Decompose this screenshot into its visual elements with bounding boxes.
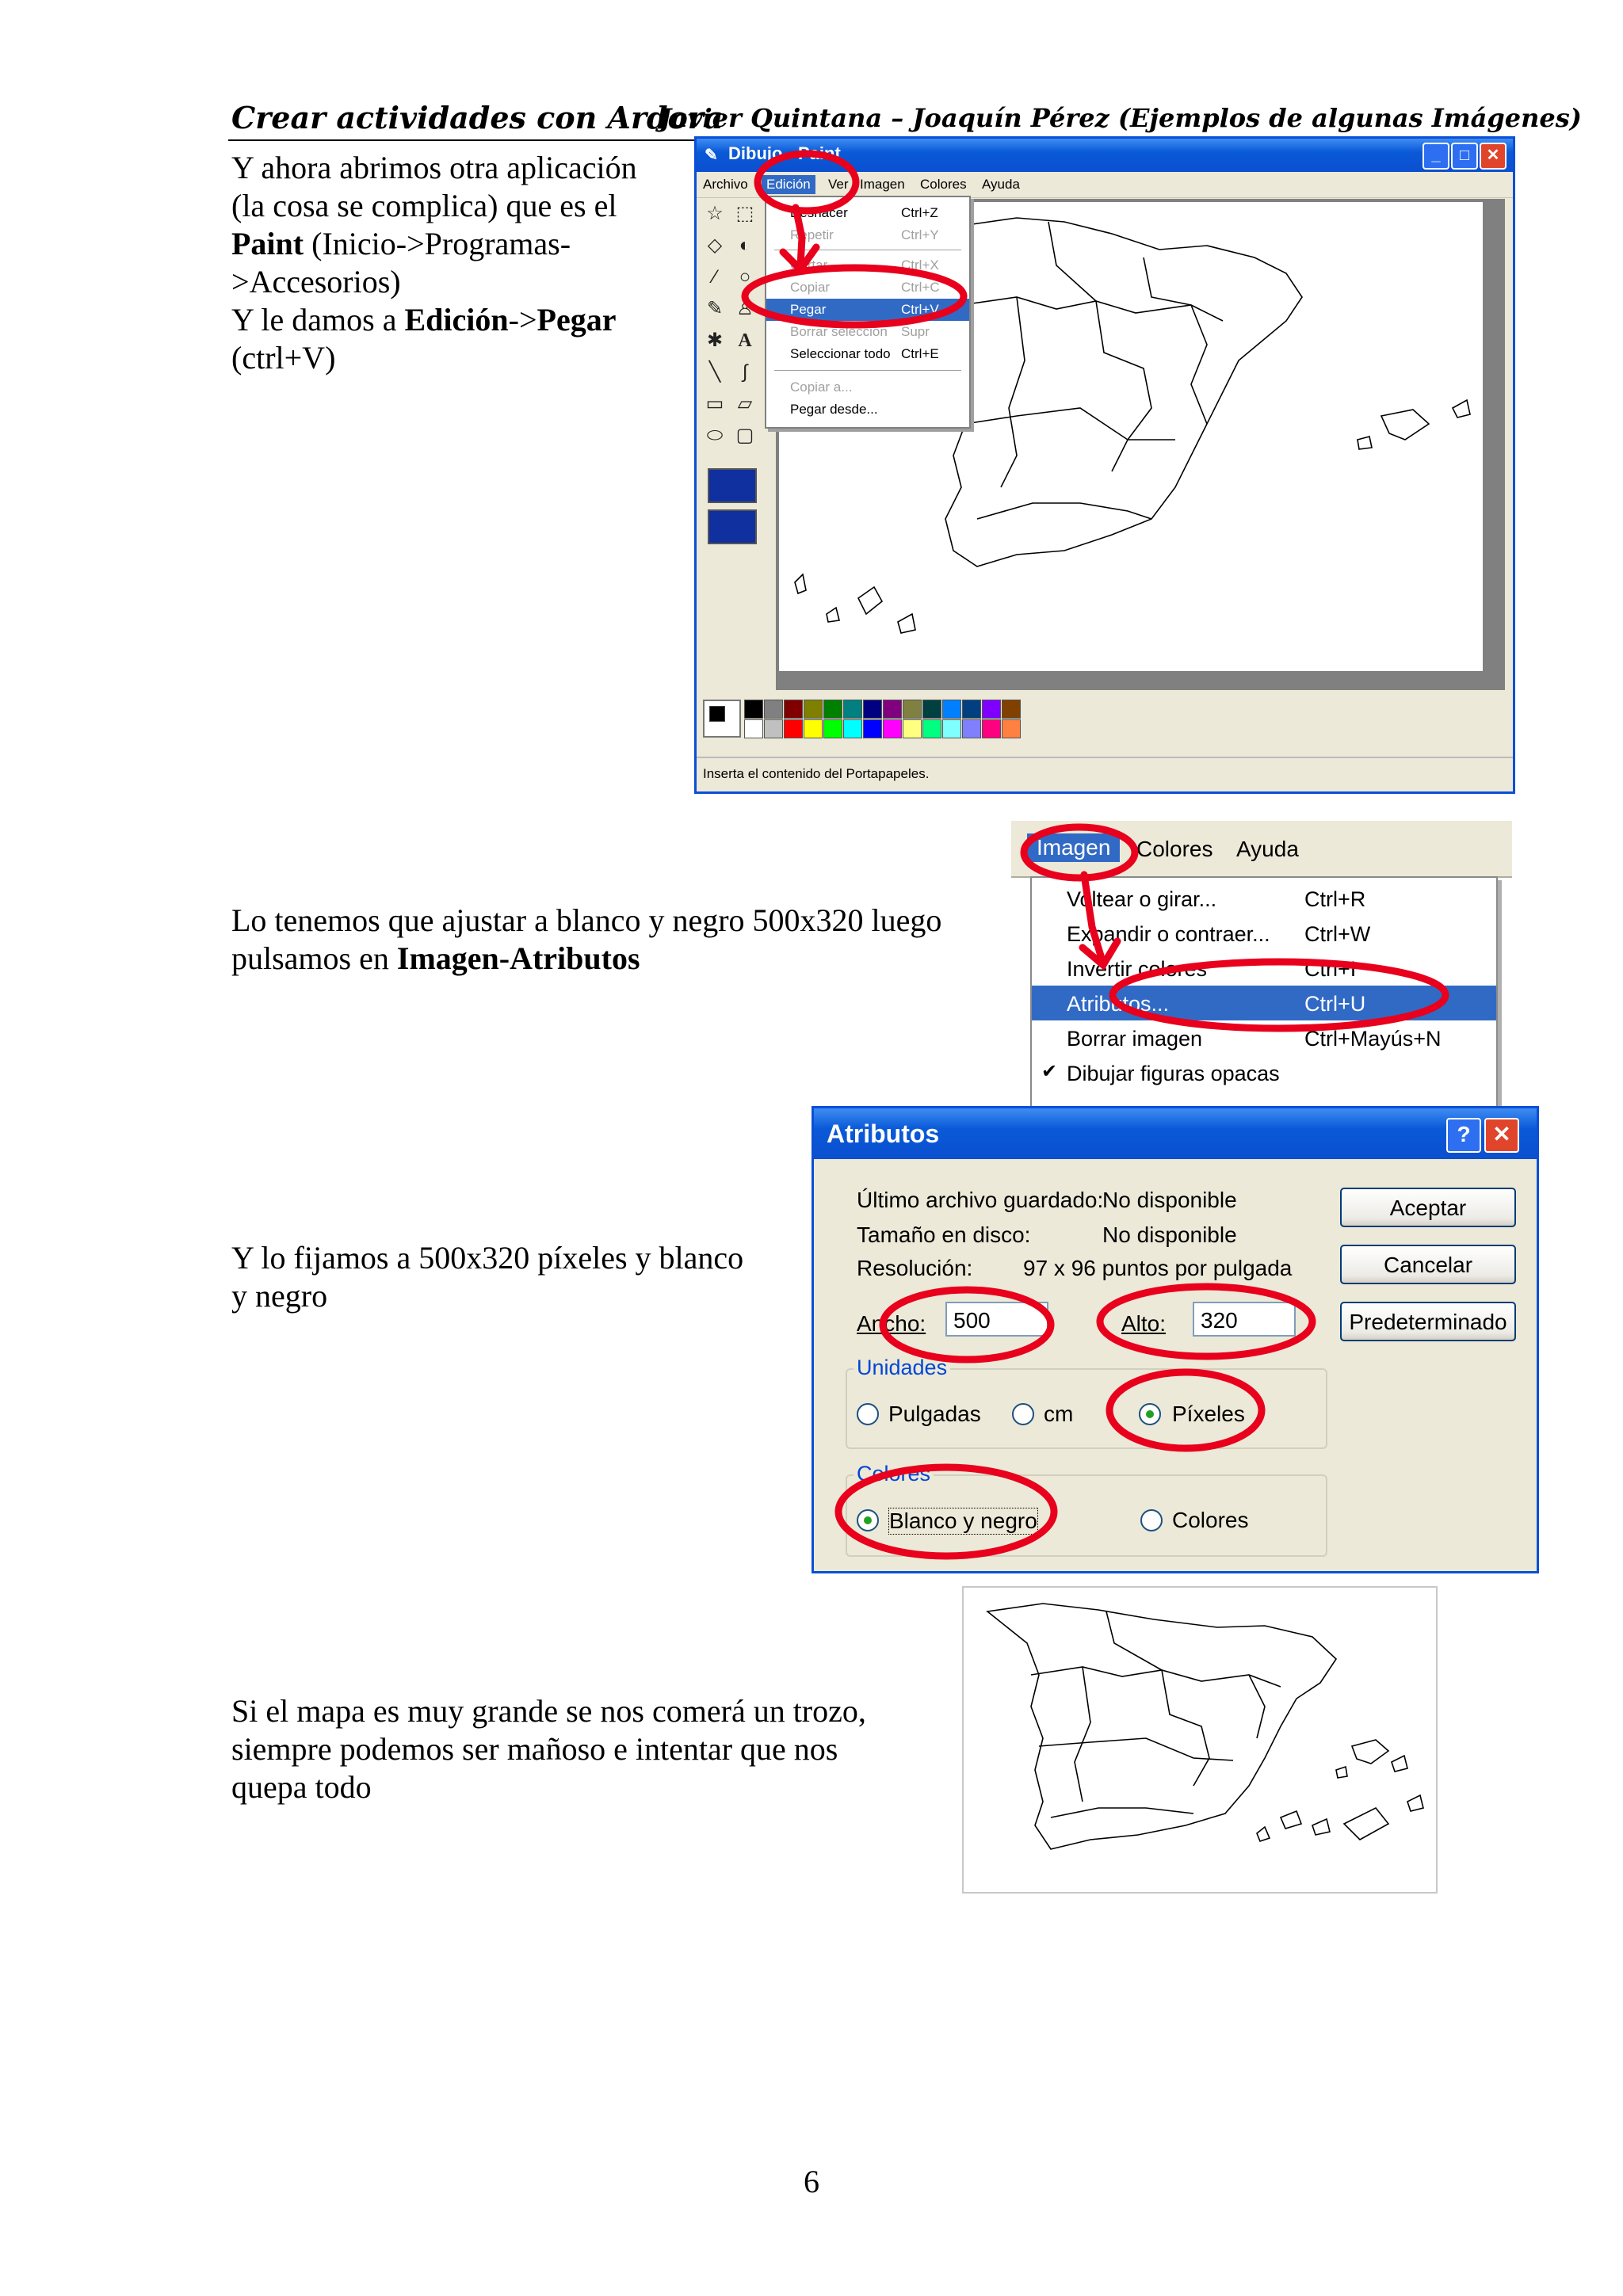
magnifier-icon[interactable]: ○ bbox=[739, 266, 751, 288]
palette-swatch[interactable] bbox=[962, 700, 981, 719]
page-number: 6 bbox=[804, 2164, 819, 2199]
paint-menubar bbox=[697, 172, 1513, 198]
radio-pixeles[interactable] bbox=[1139, 1403, 1161, 1425]
width-input[interactable]: 500 bbox=[945, 1302, 1048, 1337]
menu-archivo[interactable]: Archivo bbox=[703, 177, 748, 192]
menu-colores[interactable]: Colores bbox=[920, 177, 967, 192]
help-icon[interactable]: ? bbox=[1446, 1118, 1481, 1153]
palette-swatch[interactable] bbox=[1002, 700, 1021, 719]
radio-blanco-negro-label: Blanco y negro bbox=[889, 1508, 1037, 1533]
last-saved-label: Último archivo guardado: bbox=[857, 1188, 1104, 1212]
paint-title: Dibujo - Paint bbox=[728, 143, 841, 163]
maximize-button[interactable]: □ bbox=[1451, 143, 1478, 170]
menu-item-borrar-imagen[interactable]: Borrar imagen Ctrl+Mayús+N bbox=[1067, 1027, 1442, 1051]
radio-pulgadas[interactable] bbox=[857, 1403, 879, 1425]
menu-separator bbox=[774, 370, 961, 371]
height-input[interactable]: 320 bbox=[1193, 1302, 1296, 1337]
curve-icon[interactable]: ∫ bbox=[742, 361, 748, 383]
palette-swatch[interactable] bbox=[922, 700, 941, 719]
fill-icon[interactable]: ◐ bbox=[739, 235, 751, 256]
palette-swatch[interactable] bbox=[744, 719, 763, 738]
rectangle-icon[interactable]: ▭ bbox=[705, 393, 724, 414]
palette-swatch[interactable] bbox=[764, 719, 783, 738]
menu-item-copiar-a: Copiar a... bbox=[790, 379, 853, 395]
palette-swatch[interactable] bbox=[863, 719, 882, 738]
menu-item-atributos[interactable]: Atributos... Ctrl+U bbox=[1032, 986, 1496, 1020]
checkmark-icon: ✔ bbox=[1041, 1061, 1058, 1082]
section4-text: Si el mapa es muy grande se nos comerá un trozo, siempre podemos ser mañoso e intentar que nos quepa todo bbox=[231, 1693, 866, 1805]
image-menubar bbox=[1011, 821, 1512, 878]
palette-swatch[interactable] bbox=[843, 700, 862, 719]
header-authors: Javier Quintana – Joaquín Pérez (Ejemplos de algunas Imágenes) bbox=[659, 103, 1582, 133]
close-icon[interactable]: ✕ bbox=[1484, 1118, 1519, 1153]
palette-swatch[interactable] bbox=[922, 719, 941, 738]
minimize-button[interactable]: _ bbox=[1423, 143, 1449, 170]
palette-swatch[interactable] bbox=[843, 719, 862, 738]
color-palette bbox=[703, 700, 1147, 747]
transparent-option-icon[interactable] bbox=[708, 509, 757, 544]
status-text: Inserta el contenido del Portapapeles. bbox=[703, 766, 930, 781]
width-label: Ancho: bbox=[857, 1311, 926, 1336]
aceptar-button[interactable]: Aceptar bbox=[1340, 1188, 1516, 1227]
atributos-title: Atributos bbox=[827, 1119, 940, 1148]
menu-item-pegar-desde[interactable]: Pegar desde... bbox=[790, 402, 878, 417]
spain-map-result bbox=[964, 1588, 1436, 1892]
last-saved-value: No disponible bbox=[1102, 1188, 1237, 1212]
menu-ayuda[interactable]: Ayuda bbox=[982, 177, 1020, 192]
image-menu-dropdown bbox=[1030, 876, 1498, 1125]
menu-item-seleccionar-todo[interactable]: Seleccionar todo Ctrl+E bbox=[790, 346, 939, 361]
menu-item-deshacer[interactable]: Deshacer Ctrl+Z bbox=[790, 205, 938, 220]
palette-swatch[interactable] bbox=[883, 700, 902, 719]
header-title: Crear actividades con Ardora bbox=[231, 100, 724, 135]
result-map-image bbox=[962, 1586, 1438, 1894]
height-label: Alto: bbox=[1121, 1311, 1167, 1336]
palette-swatch[interactable] bbox=[903, 700, 922, 719]
menu-imagen[interactable]: Imagen bbox=[1027, 833, 1120, 862]
paint-app-icon: ✎ bbox=[705, 147, 718, 164]
paint-toolbox bbox=[703, 202, 766, 646]
radio-pixeles-label: Píxeles bbox=[1172, 1402, 1245, 1426]
menu-item-invertir[interactable]: Invertir colores Ctrl+I bbox=[1067, 957, 1357, 981]
palette-swatch[interactable] bbox=[804, 700, 823, 719]
palette-swatch[interactable] bbox=[903, 719, 922, 738]
text-tool-icon[interactable]: A bbox=[738, 330, 752, 351]
menu-item-pegar[interactable]: Pegar Ctrl+V bbox=[766, 299, 969, 321]
opaque-option-icon[interactable] bbox=[708, 468, 757, 503]
menu-edicion[interactable]: Edición bbox=[762, 175, 815, 194]
image-menu-screenshot bbox=[1011, 821, 1512, 1090]
palette-swatch[interactable] bbox=[942, 700, 961, 719]
palette-swatch[interactable] bbox=[804, 719, 823, 738]
menu-item-borrar-seleccion: Borrar selección Supr bbox=[790, 324, 930, 339]
menu-item-cortar: Cortar Ctrl+X bbox=[790, 257, 939, 273]
palette-swatch[interactable] bbox=[823, 700, 842, 719]
section3-text: Y lo fijamos a 500x320 píxeles y blanco y negro bbox=[231, 1240, 744, 1314]
rounded-rect-icon[interactable]: ▢ bbox=[735, 425, 754, 446]
line-icon[interactable]: ╲ bbox=[708, 361, 721, 383]
palette-swatch[interactable] bbox=[823, 719, 842, 738]
radio-pulgadas-label: Pulgadas bbox=[888, 1402, 981, 1426]
resolution-value: 97 x 96 puntos por pulgada bbox=[1023, 1256, 1293, 1280]
free-select-icon[interactable]: ☆ bbox=[706, 203, 724, 224]
palette-swatch[interactable] bbox=[982, 719, 1001, 738]
menu-item-repetir: Repetir Ctrl+Y bbox=[790, 227, 939, 242]
section2-text: Lo tenemos que ajustar a blanco y negro 500x320 luego pulsamos en Imagen-Atributos bbox=[231, 902, 942, 976]
resolution-label: Resolución: bbox=[857, 1256, 973, 1280]
colors-group-title: Colores bbox=[854, 1462, 934, 1486]
palette-swatch[interactable] bbox=[784, 700, 803, 719]
menu-ver[interactable]: Ver bbox=[828, 177, 849, 192]
picker-icon[interactable]: ⁄ bbox=[712, 266, 716, 288]
rect-select-icon[interactable]: ⬚ bbox=[735, 203, 754, 224]
palette-swatch[interactable] bbox=[764, 700, 783, 719]
paint-titlebar bbox=[697, 139, 1513, 172]
atributos-dialog bbox=[812, 1106, 1539, 1573]
palette-swatch[interactable] bbox=[962, 719, 981, 738]
palette-swatch[interactable] bbox=[784, 719, 803, 738]
atributos-titlebar bbox=[814, 1108, 1537, 1159]
radio-colores[interactable] bbox=[1140, 1509, 1163, 1531]
palette-swatch[interactable] bbox=[863, 700, 882, 719]
cancelar-button[interactable]: Cancelar bbox=[1340, 1245, 1516, 1284]
brush-icon[interactable]: ♙ bbox=[736, 298, 754, 319]
palette-swatch[interactable] bbox=[982, 700, 1001, 719]
radio-blanco-negro[interactable] bbox=[857, 1509, 879, 1531]
menu-item-figuras-opacas[interactable]: ✔ Dibujar figuras opacas bbox=[1041, 1061, 1280, 1085]
radio-cm-label: cm bbox=[1044, 1402, 1074, 1426]
palette-swatch[interactable] bbox=[744, 700, 763, 719]
section1-text: Y ahora abrimos otra aplicación (la cosa se complica) que es el Paint (Inicio->Programas- >Accesorios) Y le damos a Edición->Pegar (ctrl+V) bbox=[231, 150, 637, 376]
menu-item-copiar: Copiar Ctrl+C bbox=[790, 280, 940, 295]
pencil-icon[interactable]: ✎ bbox=[706, 298, 724, 319]
ellipse-icon[interactable]: ⬭ bbox=[706, 425, 724, 446]
palette-swatch[interactable] bbox=[942, 719, 961, 738]
units-group-title: Unidades bbox=[854, 1356, 950, 1380]
current-colors[interactable] bbox=[703, 700, 741, 738]
palette-swatch[interactable] bbox=[883, 719, 902, 738]
menu-item-voltear[interactable]: Voltear o girar... Ctrl+R bbox=[1067, 887, 1366, 911]
airbrush-icon[interactable]: ✱ bbox=[706, 330, 724, 351]
palette-swatch[interactable] bbox=[1002, 719, 1021, 738]
menu-imagen[interactable]: Imagen bbox=[860, 177, 905, 192]
disk-size-value: No disponible bbox=[1102, 1222, 1237, 1247]
close-button[interactable]: ✕ bbox=[1480, 143, 1507, 170]
disk-size-label: Tamaño en disco: bbox=[857, 1222, 1031, 1247]
paint-window bbox=[694, 136, 1515, 794]
polygon-icon[interactable]: ▱ bbox=[737, 393, 753, 414]
menu-colores[interactable]: Colores bbox=[1136, 837, 1213, 861]
predeterminado-button[interactable]: Predeterminado bbox=[1340, 1302, 1516, 1341]
menu-ayuda[interactable]: Ayuda bbox=[1236, 837, 1299, 861]
status-bar bbox=[697, 757, 1513, 790]
eraser-icon[interactable]: ◇ bbox=[707, 235, 723, 256]
edit-menu-dropdown bbox=[765, 196, 971, 429]
menu-item-expandir[interactable]: Expandir o contraer... Ctrl+W bbox=[1067, 922, 1371, 946]
radio-colores-label: Colores bbox=[1172, 1508, 1249, 1532]
radio-cm[interactable] bbox=[1012, 1403, 1034, 1425]
